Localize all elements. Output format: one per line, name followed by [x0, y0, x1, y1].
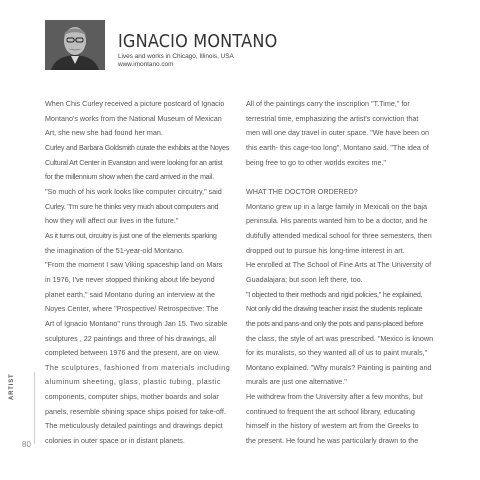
right-line: He enrolled at The School of Fine Arts at The University of — [246, 260, 432, 270]
left-line: As it turns out, circuitry is just one of the elements sparking — [45, 230, 217, 240]
right-line: Montano grew up in a large family in Mexicali on the baja — [246, 201, 427, 211]
left-line: completed between 1976 and the present, are on view. — [45, 348, 220, 358]
left-line: panels, resemble shining space ships poised for take-off. — [45, 406, 226, 416]
left-line: Curley. "I'm sure he thinks very much about computers and — [45, 201, 219, 211]
left-line: The sculptures, fashioned from materials including — [45, 362, 231, 372]
right-line: Montano explained. "Why murals? Painting is painting and — [246, 362, 432, 372]
left-line: how they will affect our lives in the future." — [45, 216, 179, 226]
left-line: When Chis Curley received a picture postcard of Ignacio — [45, 99, 225, 108]
left-line: The meticulously detailed paintings and drawings depict — [45, 421, 223, 431]
right-line: himself in the history of western art from the Greeks to — [246, 421, 419, 431]
left-line: colonies in outer space or in distant planets. — [45, 436, 185, 446]
page-number: 80 — [22, 440, 31, 449]
artist-portrait — [45, 20, 105, 70]
right-line: this earth- this cage-too long", Montano said. "The idea of — [246, 142, 429, 152]
left-line: in 1976, I've never stopped thinking about life beyond — [45, 274, 215, 284]
section-side-label: ARTIST — [9, 373, 15, 400]
left-line: components, computer ships, mother boards and solar — [45, 392, 219, 402]
right-line: men will one day travel in outer space. "We have been on — [246, 128, 430, 138]
artist-location: Lives and works in Chicago, Illinois, USA — [118, 53, 234, 60]
left-line: Curley and Barbara Goldsmith curate the exhibits at the Noyes — [45, 142, 230, 152]
left-line: aluminum sheeting, glass, plastic tubing, plastic — [45, 377, 221, 387]
right-line: "I objected to their methods and rigid policies," he explained. — [246, 289, 423, 299]
left-line: Art, she new she had found her man. — [45, 128, 163, 138]
right-line: the present. He found he was particularly drawn to the — [246, 436, 419, 446]
right-line: being free to go to other worlds excites me." — [246, 157, 386, 167]
right-line: peninsula. His parents wanted him to be a doctor, and he — [246, 216, 428, 226]
right-line: All of the paintings carry the inscription "T.Time," for — [246, 99, 410, 108]
left-line: sculptures , 22 paintings and three of his drawings, all — [45, 333, 217, 343]
left-line: Cultural Art Center in Evanston and were looking for an artist — [45, 157, 223, 167]
right-line: for its muralists, so they wanted all of us to paint murals," — [246, 348, 428, 358]
left-line: the imagination of the 51-year-old Montano. — [45, 245, 185, 255]
margin-rule — [34, 372, 35, 444]
right-line: Not only did the drawing teacher insist the students replicate — [246, 304, 423, 314]
right-line: dropped out to pursue his long-time interest in art. — [246, 245, 405, 255]
left-column — [45, 97, 250, 449]
left-line: "So much of his work looks like computer circuitry," said — [45, 186, 222, 196]
right-line: continued to frequent the art school library, educating — [246, 406, 415, 416]
artist-info — [118, 53, 234, 69]
left-line: Noyes Center, where "Prospective/ Retrospective: The — [45, 304, 219, 314]
right-column — [246, 97, 454, 449]
left-line: planet earth," said Montano during an interview at the — [45, 289, 215, 299]
artist-name: IGNACIO MONTANO — [118, 32, 278, 52]
right-line: the class, the style of art was prescribed. "Mexico is known — [246, 333, 434, 343]
right-line: He withdrew from the University after a few months, but — [246, 392, 423, 402]
right-line: dutifully attended medical school for three semesters, then — [246, 230, 432, 240]
right-line: Guadalajara; but soon left there, too. — [246, 274, 363, 284]
left-line: for the millennium show when the card arrived in the mail. — [45, 172, 214, 182]
left-line: Art of Ignacio Montano" runs through Jan 15. Two sizable — [45, 318, 228, 328]
right-line: terrestrial time, emphasizing the artist's conviction that — [246, 113, 419, 123]
right-line: the pots and pans-and only the pots and pans-placed before — [246, 318, 424, 328]
section-heading: WHAT THE DOCTOR ORDERED? — [246, 186, 358, 196]
right-line: murals are just one alternative." — [246, 377, 347, 387]
artist-website: www.imontano.com — [118, 61, 174, 68]
right-spacer — [246, 170, 454, 185]
left-line: Montano's works from the National Museum of Mexican — [45, 113, 222, 123]
left-line: "From the moment I saw Viking spaceship land on Mars — [45, 260, 223, 270]
